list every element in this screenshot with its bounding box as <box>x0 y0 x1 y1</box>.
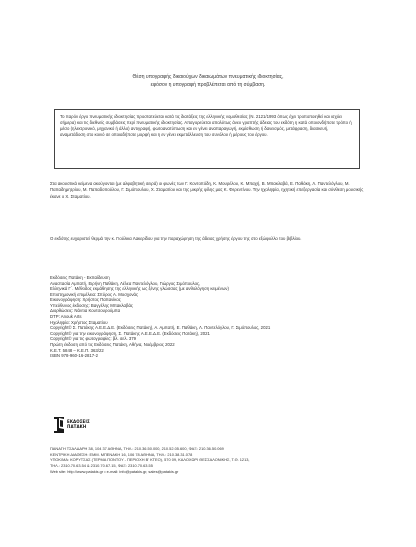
publisher-contact-block <box>50 446 370 475</box>
publisher-series: Εκδόσεις Πατάκη - Εκπαίδευση <box>50 275 110 280</box>
acknowledgement-paragraph: Ο εκδότης ευχαριστεί θερμά την κ. Γιούλικα Λακερίδου για την παραχώρηση της άδειας χρήσης έργου της στο εξώφυλλο του βιβλίου. <box>50 236 302 241</box>
branch-address: ΥΠΟΚ/ΜΑ: ΚΟΡΥΤΣΑΣ (ΤΕΡΜΑ ΠΟΝΤΟΥ - ΠΕΡΙΟΧΗ Β' ΚΤΕΟ), 570 09, ΚΑΛΟΧΩΡΙ ΘΕΣΣΑΛΟΝΙΚΗΣ, Τ.Θ. 1213, <box>50 457 250 463</box>
signature-placement-note <box>50 73 366 89</box>
proofreader: Διορθώσεις: Νάντια Κουτσουρούμπα <box>50 308 121 314</box>
publisher-logo-text <box>67 419 91 429</box>
sound-engineer: Ηχοληψία: Χρήστος Σταματίου <box>50 319 108 325</box>
credits-block <box>50 275 366 359</box>
first-edition-line: Πρώτη έκδοση από τις Εκδόσεις Πατάκη, Αθήνα, Νοέμβριος 2022 <box>50 341 175 347</box>
copyright-notice-text: Το παρόν έργο πνευματικής ιδιοκτησίας προστατεύεται κατά τις διατάξεις της ελληνικής νομοθεσίας (Ν. 2121/1993 όπως έχει τροποποιηθεί και ισχύει σήμερα) και τις διεθνείς συμβάσεις περί πνευματικής ιδιοκτησίας. Απαγορεύεται απολύτως άνευ γραπτής άδειας του εκδότη η κατά οποιονδήποτε τρόπο ή μέσο (ηλεκτρονικό, μηχανικό ή άλλο) αντιγραφή, φωτοανατύπωση και εν γένει αναπαραγωγή, εκμίσθωση ή δανεισμός, μετάφραση, διασκευή, αναμετάδοση στο κοινό σε οποιαδήποτε μορφή και η εν γένει εκμετάλλευση του συνόλου ή μέρους του έργου. <box>60 114 352 138</box>
authors: Αναστασία Αμπατή, Ειρήνη Παθάκη, Λέλεα Παντελόγλου, Γιώργος Σιμόπουλος, <box>50 280 201 286</box>
copyright-notice-box <box>54 109 360 169</box>
publisher-logo-mark-icon <box>52 416 66 434</box>
isbn: ISBN 978-960-16-2817-2 <box>50 353 99 359</box>
web-and-email: Web site: http://www.patakis.gr • e-mail: info@patakis.gr, sales@patakis.gr <box>50 468 179 474</box>
copyright-photos-line: Copyright© για τις φωτογραφίες: βλ. σελ. 379 <box>50 336 137 342</box>
ket-kep-code: Κ.Ε.Τ. 5848 – Κ.Ε.Π. 363/22 <box>50 347 104 353</box>
copyright-illustration-line: Copyright© για την εικονογράφηση, Σ. Πατάκης Α.Ε.Ε.Δ.Ε. (Εκδόσεις Πατάκη), 2021 <box>50 330 210 336</box>
publisher-logo-line: ΠΑΤΑΚΗ <box>67 424 87 429</box>
book-title: Ελληνικά Γ΄. Μέθοδος εκμάθησης της ελληνικής ως ξένης γλώσσας (με ανθολόγηση κειμένων) <box>50 286 229 292</box>
signature-note-line: Θέση υπογραφής δικαιούχων δικαιωμάτων πνευματικής ιδιοκτησίας, <box>132 74 284 80</box>
publisher-logo-line: ΕΚΔΟΣΕΙΣ <box>67 419 90 424</box>
edition-manager: Υπεύθυνος έκδοσης: Βαγγέλης Μπακλαβάς <box>50 302 134 308</box>
dtp: DTP: Anouk Arts <box>50 314 82 320</box>
copyright-line: Copyright© Σ. Πατάκης Α.Ε.Ε.Δ.Ε. (Εκδόσεις Πατάκη), Α. Αμπατή, Ε. Παθάκη, Λ. Παντελόγλου, Γ. Σιμόπουλος, 2021 <box>50 325 271 331</box>
signature-note-line: εφόσον η υπογραφή προβλέπεται από τη σύμβαση. <box>150 82 266 88</box>
scientific-editor: Επιστημονική επιμέλεια: Σπύρος Α. Μοσχονάς <box>50 291 139 297</box>
illustrator: Εικονογράφηση: Χρήστος Παπανίκος <box>50 297 121 303</box>
head-office-address: ΠΑΝΑΓΗ ΤΣΑΛΔΑΡΗ 38, 104 37 ΑΘΗΝΑ, ΤΗΛ.: 210.36.50.000, 210.52.05.600, ΦΑΞ: 210.36.50.069 <box>50 446 224 451</box>
audio-credits-paragraph: Στα ακουστικά κείμενα ακούγονται (με αλφαβητική σειρά) οι φωνές των Γ. Κοντοπόδη, Κ. Μουρέλου, Κ. Μπαχή, Β. Μπακλαβά, Ε. Παθάκη, Λ. Παντελόγλου, Μ. Παπαδημητρίου, Μ. Παπαδοπούλου, Γ. Σιμόπουλου, Χ. Σταματίου και της μικρής φίλης μας Κ. Φερεντίνου. Την ηχοληψία, ηχητική επεξεργασία και σύνθεση μουσικής έκανε ο Χ. Σταματίου. <box>50 181 364 199</box>
branch-phones: ΤΗΛ.: 2310.70.63.54 & 2310.70.67.15, ΦΑΞ: 2310.70.63.55 <box>50 463 153 469</box>
publisher-logo <box>52 416 92 448</box>
central-distribution-address: ΚΕΝΤΡΙΚΗ ΔΙΑΘΕΣΗ: ΕΜΜ. ΜΠΕΝΑΚΗ 16, 106 78 ΑΘΗΝΑ, ΤΗΛ.: 210.38.31.078 <box>50 451 193 457</box>
